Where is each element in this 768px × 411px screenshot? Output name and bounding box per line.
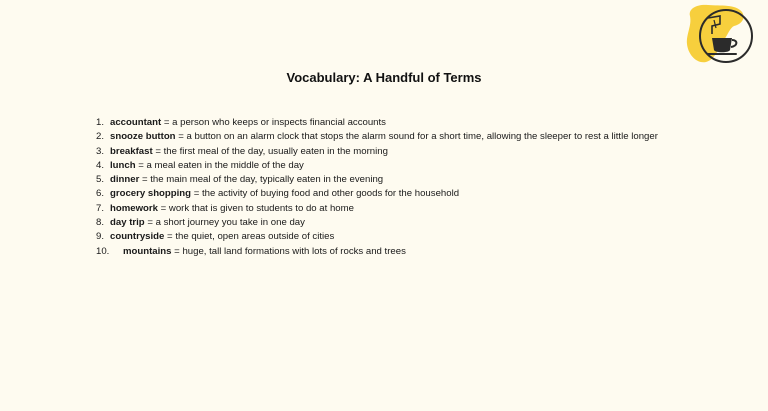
item-number: 9. (96, 231, 105, 243)
vocab-term: breakfast (110, 145, 153, 157)
item-number: 5. (96, 174, 105, 186)
list-item (96, 216, 676, 230)
vocab-definition: = a person who keeps or inspects financial accounts (161, 117, 386, 128)
vocab-term: lunch (110, 159, 136, 171)
vocab-term: dinner (110, 174, 140, 186)
item-number: 7. (96, 202, 105, 214)
vocabulary-list (96, 116, 676, 259)
list-item (96, 187, 676, 201)
item-number: 2. (96, 131, 105, 143)
vocab-definition: = the activity of buying food and other goods for the household (191, 188, 460, 200)
list-item (96, 116, 676, 130)
vocab-term: grocery shopping (110, 188, 192, 200)
vocab-definition: = a short journey you take in one day (144, 217, 305, 229)
list-item (96, 145, 676, 159)
vocab-definition: = the first meal of the day, usually eaten in the morning (152, 145, 388, 157)
list-item (96, 230, 676, 244)
vocab-definition: = the main meal of the day, typically eaten in the evening (139, 174, 384, 186)
coffee-cup-logo-icon (684, 4, 754, 66)
item-number: 1. (96, 117, 105, 128)
vocab-definition: = huge, tall land formations with lots of rocks and trees (171, 245, 406, 257)
vocab-definition: = work that is given to students to do at home (157, 202, 354, 214)
vocab-definition: = the quiet, open areas outside of cities (164, 231, 335, 243)
list-item (96, 130, 676, 144)
item-number: 8. (96, 217, 105, 229)
vocab-definition: = a meal eaten in the middle of the day (135, 159, 304, 171)
item-number: 3. (96, 145, 105, 157)
list-item (96, 245, 676, 259)
vocab-term: accountant (110, 117, 162, 128)
vocab-term: snooze button (110, 131, 176, 143)
item-number: 6. (96, 188, 105, 200)
vocab-term: countryside (110, 231, 165, 243)
list-item (96, 173, 676, 187)
page-title: Vocabulary: A Handful of Terms (286, 70, 482, 85)
item-number: 10. (96, 245, 110, 257)
vocab-definition: = a button on an alarm clock that stops the alarm sound for a short time, allowing the sleeper to rest a little longer (175, 131, 658, 143)
list-item (96, 159, 676, 173)
vocab-term: day trip (110, 217, 145, 229)
item-number: 4. (96, 159, 105, 171)
list-item (96, 202, 676, 216)
vocab-term: homework (110, 202, 158, 214)
vocab-term: mountains (123, 245, 172, 257)
